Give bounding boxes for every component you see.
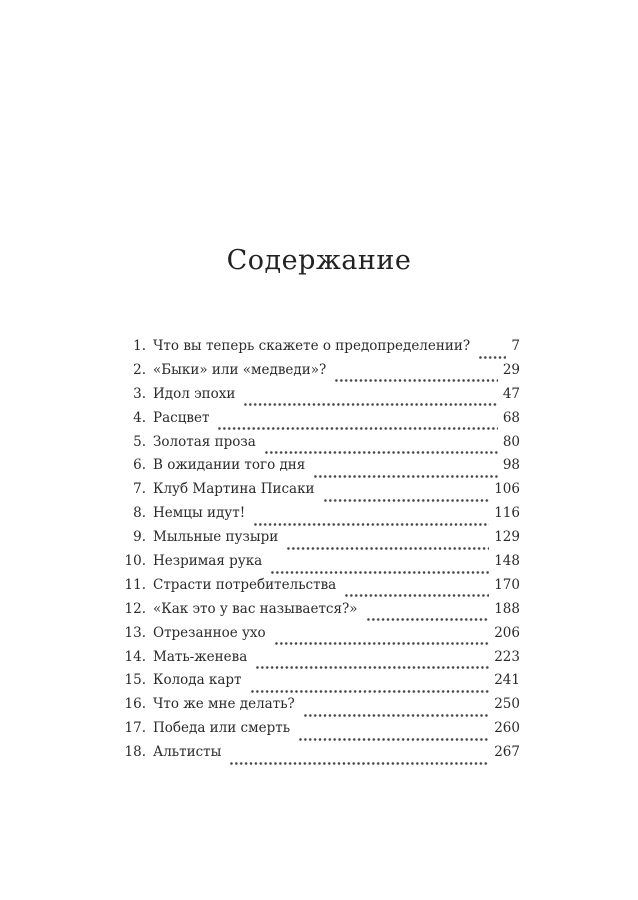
toc-entry (118, 696, 520, 720)
toc-entry-page: 260 (494, 720, 520, 737)
toc-entry-title: Колода карт (153, 672, 242, 689)
toc-entry (118, 553, 520, 577)
toc-entry-number: 11. (124, 576, 146, 593)
dot-leader-icon (255, 649, 489, 673)
toc-entry (118, 649, 520, 673)
toc-entry-number: 13. (124, 624, 146, 641)
toc-entry-number: 9. (133, 529, 146, 546)
toc-entry (118, 529, 520, 553)
toc-entry (118, 386, 520, 410)
toc-entry-title: Немцы идут! (153, 505, 246, 522)
toc-entry (118, 601, 520, 625)
toc-entry (118, 577, 520, 601)
toc-entry-number: 5. (133, 433, 146, 450)
dot-leader-icon (270, 553, 489, 577)
toc-entry-title: Победа или смерть (153, 720, 291, 737)
toc-entry-page: 68 (502, 409, 520, 426)
toc-entry-title: Идол эпохи (153, 385, 236, 402)
toc-entry-page: 250 (494, 696, 520, 713)
toc-entry-page: 267 (494, 744, 520, 761)
dot-leader-icon (344, 577, 489, 601)
toc-entry-title: Мыльные пузыри (153, 529, 279, 546)
toc-entry-title: Что вы теперь скажете о предопределении? (153, 338, 471, 354)
dot-leader-icon (264, 434, 498, 458)
toc-entry (118, 720, 520, 744)
dot-leader-icon (366, 601, 490, 625)
toc-entry-page: 241 (494, 672, 520, 689)
toc-entry-page: 7 (511, 338, 520, 354)
toc-entry (118, 625, 520, 649)
toc-entry-title: Незримая рука (153, 553, 263, 570)
dot-leader-icon (243, 386, 497, 410)
toc-entry (118, 672, 520, 696)
dot-leader-icon (303, 696, 489, 720)
toc-entry (118, 338, 520, 362)
dot-leader-icon (298, 720, 489, 744)
dot-leader-icon (217, 410, 497, 434)
toc-entry-number: 3. (133, 385, 146, 402)
toc-entry-number: 1. (133, 338, 146, 354)
dot-leader-icon (250, 672, 490, 696)
toc-entry-number: 8. (133, 505, 146, 522)
toc-entry-page: 29 (502, 361, 520, 378)
toc-entry-title: Страсти потребительства (153, 576, 337, 593)
toc-entry-page: 170 (494, 576, 520, 593)
toc-entry-title: Клуб Мартина Писаки (153, 481, 315, 498)
toc-entry-number: 4. (133, 409, 146, 426)
dot-leader-icon (229, 744, 489, 768)
toc-entry-number: 17. (124, 720, 146, 737)
toc-entry-number: 15. (124, 672, 146, 689)
toc-entry-title: «Как это у вас называется?» (153, 600, 358, 617)
toc-entry-page: 80 (502, 433, 520, 450)
toc-entry-page: 188 (494, 600, 520, 617)
toc-entry-page: 223 (494, 648, 520, 665)
toc-entry (118, 481, 520, 505)
toc-entry-title: «Быки» или «медведи»? (153, 361, 327, 378)
toc-entry-title: Расцвет (153, 409, 210, 426)
dot-leader-icon (286, 529, 489, 553)
toc-entry (118, 362, 520, 386)
toc-entry-number: 12. (124, 600, 146, 617)
toc-entry-page: 106 (494, 481, 520, 498)
toc-entry-title: В ожидании того дня (153, 457, 306, 474)
toc-entry-title: Отрезанное ухо (153, 624, 266, 641)
toc-entry-number: 2. (133, 361, 146, 378)
toc-entry-title: Золотая проза (153, 433, 256, 450)
dot-leader-icon (253, 505, 489, 529)
toc-entry-page: 47 (502, 385, 520, 402)
toc-entry-title: Альтисты (153, 744, 222, 761)
toc-entry-number: 6. (133, 457, 146, 474)
dot-leader-icon (478, 338, 506, 362)
dot-leader-icon (274, 625, 490, 649)
dot-leader-icon (323, 481, 490, 505)
toc-entry (118, 457, 520, 481)
toc-entry-page: 116 (494, 505, 520, 522)
toc-entry-number: 18. (124, 744, 146, 761)
dot-leader-icon (334, 362, 498, 386)
toc-entry-number: 7. (133, 481, 146, 498)
toc-entry-page: 98 (502, 457, 520, 474)
toc-entry-number: 16. (124, 696, 146, 713)
toc-entry-page: 129 (494, 529, 520, 546)
page-title: Содержание (226, 245, 412, 276)
toc-entry (118, 410, 520, 434)
toc-entry-title: Что же мне делать? (153, 696, 295, 713)
toc-entry (118, 505, 520, 529)
toc-entry (118, 434, 520, 458)
toc-entry-number: 10. (124, 553, 146, 570)
dot-leader-icon (313, 457, 497, 481)
toc-list (118, 338, 520, 768)
toc-entry-number: 14. (124, 648, 146, 665)
toc-entry (118, 744, 520, 768)
toc-entry-title: Мать-женева (153, 648, 248, 665)
toc-entry-page: 148 (494, 553, 520, 570)
toc-entry-page: 206 (494, 624, 520, 641)
